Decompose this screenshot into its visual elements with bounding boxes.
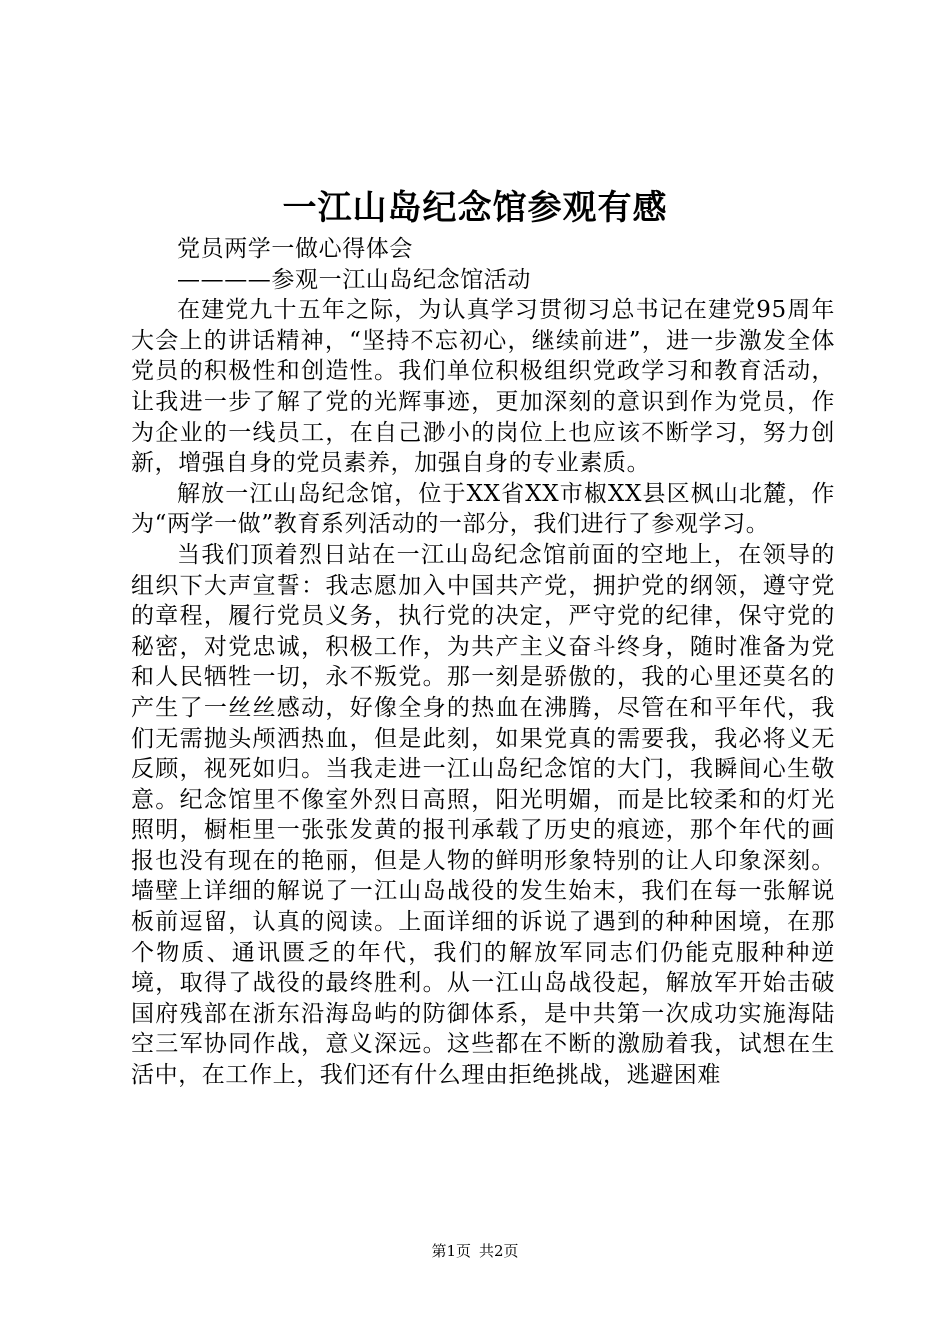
page-number: 第1页 <box>431 1242 471 1260</box>
body-paragraph: 在建党九十五年之际，为认真学习贯彻习总书记在建党95周年大会上的讲话精神，“坚持不忘初心，继续前进”，进一步激发全体党员的积极性和创造性。我们单位积极组织党政学习和教育活动，让我进一步了解了党的光辉事迹，更加深刻的意识到作为党员，作为企业的一线员工，在自己渺小的岗位上也应该不断学习，努力创新，增强自身的党员素养，加强自身的专业素质。 <box>131 297 835 477</box>
subtitle-line: ————参观一江山岛纪念馆活动 <box>177 266 531 293</box>
document-title: 一江山岛纪念馆参观有感 <box>282 188 668 228</box>
body-paragraph: 当我们顶着烈日站在一江山岛纪念馆前面的空地上，在领导的组织下大声宣誓：我志愿加入中国共产党，拥护党的纲领，遵守党的章程，履行党员义务，执行党的决定，严守党的纪律，保守党的秘密，对党忠诚，积极工作，为共产主义奋斗终身，随时准备为党和人民牺牲一切，永不叛党。那一刻是骄傲的，我的心里还莫名的产生了一丝丝感动，好像全身的热血在沸腾，尽管在和平年代，我们无需抛头颅洒热血，但是此刻，如果党真的需要我，我必将义无反顾，视死如归。当我走进一江山岛纪念馆的大门，我瞬间心生敬意。纪念馆里不像室外烈日高照，阳光明媚，而是比较柔和的灯光照明，橱柜里一张张发黄的报刊承载了历史的痕迹，那个年代的画报也没有现在的艳丽，但是人物的鲜明形象特别的让人印象深刻。墙壁上详细的解说了一江山岛战役的发生始末，我们在每一张解说板前逗留，认真的阅读。上面详细的诉说了遇到的种种困境，在那个物质、通讯匮乏的年代，我们的解放军同志们仍能克服种种逆境，取得了战役的最终胜利。从一江山岛战役起，解放军开始击破国府残部在浙东沿海岛屿的防御体系，是中共第一次成功实施海陆空三军协同作战，意义深远。这些都在不断的激励着我，试想在生活中，在工作上，我们还有什么理由拒绝挑战，逃避困难 <box>131 541 835 1089</box>
subtitle-line: 党员两学一做心得体会 <box>177 236 413 262</box>
body-paragraph: 解放一江山岛纪念馆，位于XX省XX市椒XX县区枫山北麓，作为“两学一做”教育系列活动的一部分，我们进行了参观学习。 <box>131 480 835 538</box>
page-footer <box>0 1240 950 1262</box>
document-body <box>131 234 835 1091</box>
page-count: 共2页 <box>479 1242 519 1260</box>
